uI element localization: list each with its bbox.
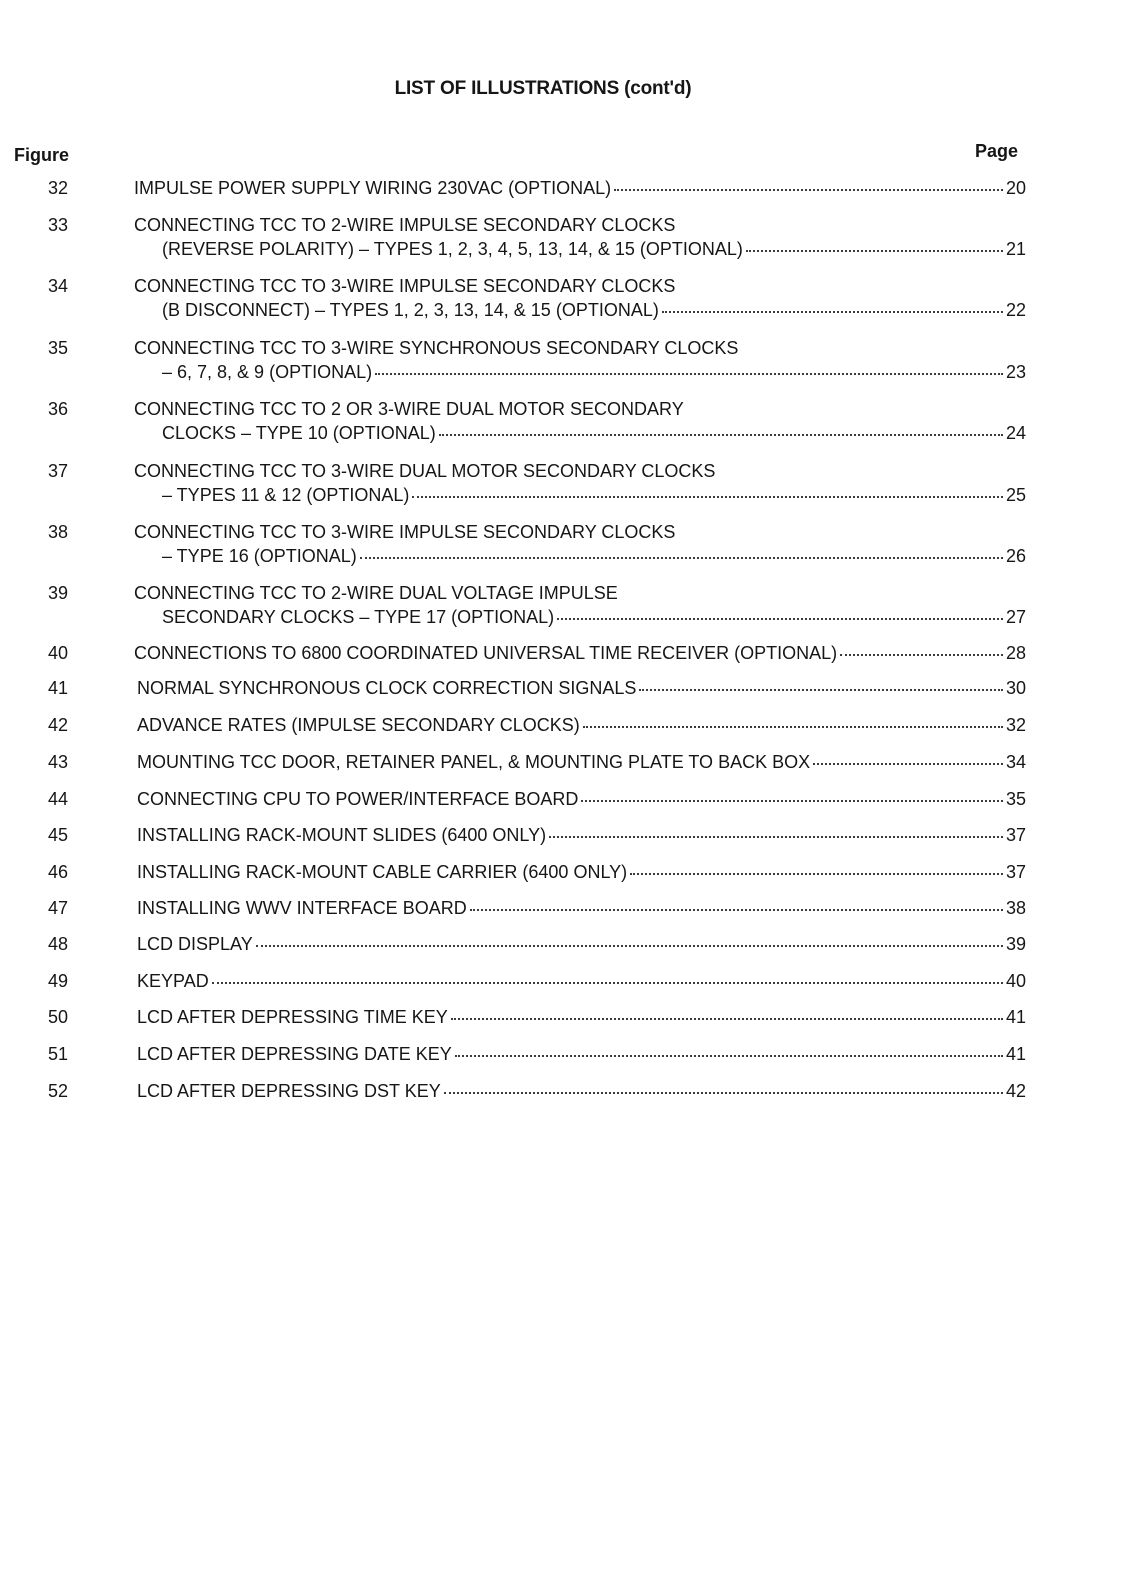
- figure-caption: IMPULSE POWER SUPPLY WIRING 230VAC (OPTIONAL): [134, 178, 612, 198]
- figure-number: 43: [47, 752, 69, 772]
- figure-caption-continued: – TYPES 11 & 12 (OPTIONAL): [162, 485, 410, 505]
- dot-leader: [583, 726, 1003, 728]
- dot-leader: [451, 1018, 1003, 1020]
- figure-caption: NORMAL SYNCHRONOUS CLOCK CORRECTION SIGNALS: [137, 678, 637, 698]
- figure-number: 36: [47, 399, 69, 419]
- page-number: 30: [1005, 678, 1026, 698]
- page-number: 40: [1005, 971, 1026, 991]
- figure-caption: INSTALLING RACK-MOUNT SLIDES (6400 ONLY): [137, 825, 547, 845]
- page-number: 20: [1005, 178, 1026, 198]
- dot-leader: [662, 311, 1003, 313]
- page-number: 24: [1005, 423, 1026, 443]
- page-number: 25: [1005, 485, 1026, 505]
- figure-number: 48: [47, 934, 69, 954]
- page-number: 34: [1005, 752, 1026, 772]
- dot-leader: [360, 557, 1003, 559]
- figure-number: 51: [47, 1044, 69, 1064]
- figure-number: 52: [47, 1081, 69, 1101]
- figure-caption: INSTALLING RACK-MOUNT CABLE CARRIER (6400 ONLY): [137, 862, 628, 882]
- figure-caption-continued: – TYPE 16 (OPTIONAL): [162, 546, 357, 566]
- figure-caption: CONNECTING CPU TO POWER/INTERFACE BOARD: [137, 789, 579, 809]
- dot-leader: [444, 1092, 1003, 1094]
- figure-caption: CONNECTING TCC TO 3-WIRE SYNCHRONOUS SECONDARY CLOCKS: [134, 338, 739, 358]
- figure-number: 44: [47, 789, 69, 809]
- dot-leader: [557, 618, 1003, 620]
- figure-caption: LCD AFTER DEPRESSING DST KEY: [137, 1081, 441, 1101]
- page-number: 21: [1005, 239, 1026, 259]
- dot-leader: [630, 873, 1003, 875]
- figure-caption-continued: (REVERSE POLARITY) – TYPES 1, 2, 3, 4, 5, 13, 14, & 15 (OPTIONAL): [162, 239, 743, 259]
- figure-caption: CONNECTING TCC TO 2-WIRE IMPULSE SECONDARY CLOCKS: [134, 215, 676, 235]
- figure-caption: CONNECTING TCC TO 2-WIRE DUAL VOLTAGE IMPULSE: [134, 583, 618, 603]
- page-number: 38: [1005, 898, 1026, 918]
- figure-number: 37: [47, 461, 69, 481]
- page-number: 23: [1005, 362, 1026, 382]
- figure-number: 38: [47, 522, 69, 542]
- figure-caption: INSTALLING WWV INTERFACE BOARD: [137, 898, 467, 918]
- dot-leader: [439, 434, 1003, 436]
- page-title: LIST OF ILLUSTRATIONS (cont'd): [394, 78, 692, 99]
- page-number: 27: [1005, 607, 1026, 627]
- dot-leader: [813, 763, 1003, 765]
- page-number: 37: [1005, 825, 1026, 845]
- page-number: 26: [1005, 546, 1026, 566]
- figure-number: 34: [47, 276, 69, 296]
- page-number: 41: [1005, 1044, 1026, 1064]
- figure-number: 35: [47, 338, 69, 358]
- dot-leader: [375, 373, 1003, 375]
- figure-caption-continued: – 6, 7, 8, & 9 (OPTIONAL): [162, 362, 373, 382]
- figure-caption-continued: (B DISCONNECT) – TYPES 1, 2, 3, 13, 14, & 15 (OPTIONAL): [162, 300, 659, 320]
- figure-caption: LCD DISPLAY: [137, 934, 253, 954]
- dot-leader: [212, 982, 1003, 984]
- figure-caption: MOUNTING TCC DOOR, RETAINER PANEL, & MOUNTING PLATE TO BACK BOX: [137, 752, 811, 772]
- page-number: 37: [1005, 862, 1026, 882]
- dot-leader: [840, 654, 1003, 656]
- figure-number: 47: [47, 898, 69, 918]
- figure-number: 42: [47, 715, 69, 735]
- figure-caption: ADVANCE RATES (IMPULSE SECONDARY CLOCKS): [137, 715, 580, 735]
- figure-caption: KEYPAD: [137, 971, 209, 991]
- figure-number: 50: [47, 1007, 69, 1027]
- figure-caption: LCD AFTER DEPRESSING TIME KEY: [137, 1007, 448, 1027]
- page-number: 28: [1005, 643, 1026, 663]
- page-column-heading: Page: [975, 141, 1019, 161]
- figure-number: 41: [47, 678, 69, 698]
- figure-caption: CONNECTING TCC TO 3-WIRE IMPULSE SECONDARY CLOCKS: [134, 522, 676, 542]
- figure-caption-continued: SECONDARY CLOCKS – TYPE 17 (OPTIONAL): [162, 607, 555, 627]
- figure-column-heading: Figure: [14, 145, 70, 165]
- figure-number: 33: [47, 215, 69, 235]
- dot-leader: [549, 836, 1003, 838]
- figure-number: 40: [47, 643, 69, 663]
- figure-caption-continued: CLOCKS – TYPE 10 (OPTIONAL): [162, 423, 436, 443]
- page-number: 42: [1005, 1081, 1026, 1101]
- dot-leader: [455, 1055, 1003, 1057]
- figure-number: 49: [47, 971, 69, 991]
- dot-leader: [639, 689, 1003, 691]
- figure-caption: CONNECTIONS TO 6800 COORDINATED UNIVERSAL TIME RECEIVER (OPTIONAL): [134, 643, 838, 663]
- dot-leader: [412, 496, 1003, 498]
- dot-leader: [470, 909, 1003, 911]
- page-number: 41: [1005, 1007, 1026, 1027]
- figure-caption: CONNECTING TCC TO 3-WIRE IMPULSE SECONDARY CLOCKS: [134, 276, 676, 296]
- figure-caption: CONNECTING TCC TO 2 OR 3-WIRE DUAL MOTOR SECONDARY: [134, 399, 684, 419]
- dot-leader: [746, 250, 1003, 252]
- figure-caption: LCD AFTER DEPRESSING DATE KEY: [137, 1044, 452, 1064]
- page-number: 32: [1005, 715, 1026, 735]
- figure-number: 39: [47, 583, 69, 603]
- page-number: 35: [1005, 789, 1026, 809]
- dot-leader: [256, 945, 1003, 947]
- figure-number: 46: [47, 862, 69, 882]
- figure-number: 32: [47, 178, 69, 198]
- figure-caption: CONNECTING TCC TO 3-WIRE DUAL MOTOR SECONDARY CLOCKS: [134, 461, 716, 481]
- dot-leader: [581, 800, 1003, 802]
- page-number: 39: [1005, 934, 1026, 954]
- figure-number: 45: [47, 825, 69, 845]
- dot-leader: [614, 189, 1003, 191]
- page-number: 22: [1005, 300, 1026, 320]
